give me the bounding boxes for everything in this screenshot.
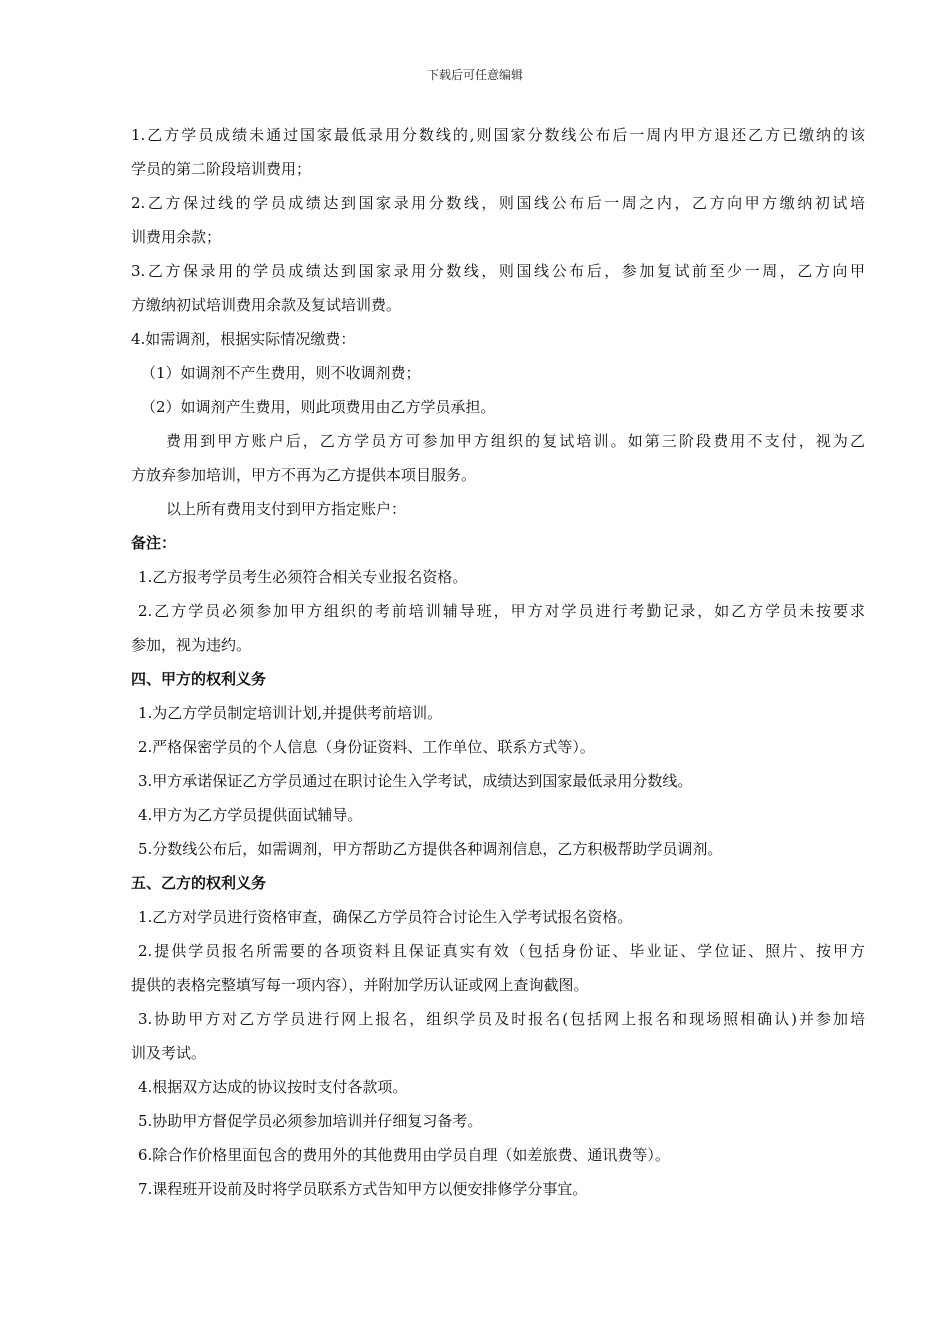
text-line: 3.乙方保录用的学员成绩达到国家录用分数线，则国线公布后，参加复试前至少一周，乙方向甲 <box>131 262 865 280</box>
text-line: 1.乙方学员成绩未通过国家最低录用分数线的,则国家分数线公布后一周内甲方退还乙方已缴纳的该 <box>131 126 865 144</box>
text-line: 参加，视为违约。 <box>131 636 252 654</box>
text-line: 训及考试。 <box>131 1044 207 1062</box>
text-line: 训费用余款； <box>131 228 222 246</box>
section-heading: 四、甲方的权利义务 <box>131 670 267 688</box>
text-line: （1）如调剂不产生费用，则不收调剂费； <box>141 364 421 382</box>
text-line: 学员的第二阶段培训费用； <box>131 160 312 178</box>
page-header: 下载后可任意编辑 <box>426 68 523 82</box>
text-line: （2）如调剂产生费用，则此项费用由乙方学员承担。 <box>141 398 496 416</box>
text-line: 1.为乙方学员制定培训计划,并提供考前培训。 <box>138 704 443 722</box>
text-line: 1.乙方报考学员考生必须符合相关专业报名资格。 <box>138 568 468 586</box>
text-line: 3.甲方承诺保证乙方学员通过在职讨论生入学考试，成绩达到国家最低录用分数线。 <box>138 772 693 790</box>
text-line: 5.分数线公布后，如需调剂，甲方帮助乙方提供各种调剂信息，乙方积极帮助学员调剂。 <box>138 840 723 858</box>
text-line: 方放弃参加培训，甲方不再为乙方提供本项目服务。 <box>131 466 477 484</box>
text-line: 1.乙方对学员进行资格审查，确保乙方学员符合讨论生入学考试报名资格。 <box>138 908 633 926</box>
text-line: 7.课程班开设前及时将学员联系方式告知甲方以便安排修学分事宜。 <box>138 1180 588 1198</box>
text-line: 4.根据双方达成的协议按时支付各款项。 <box>138 1078 408 1096</box>
text-line: 6.除合作价格里面包含的费用外的其他费用由学员自理（如差旅费、通讯费等）。 <box>138 1146 670 1164</box>
text-line: 4.甲方为乙方学员提供面试辅导。 <box>138 806 363 824</box>
section-heading: 备注： <box>131 534 177 552</box>
text-line: 4.如需调剂，根据实际情况缴费： <box>131 330 356 348</box>
text-line: 2.严格保密学员的个人信息（身份证资料、工作单位、联系方式等）。 <box>138 738 595 756</box>
section-heading: 五、乙方的权利义务 <box>131 874 267 892</box>
document-body <box>131 118 865 1206</box>
text-line: 2.提供学员报名所需要的各项资料且保证真实有效（包括身份证、毕业证、学位证、照片、按甲方 <box>138 942 865 960</box>
text-line: 3.协助甲方对乙方学员进行网上报名，组织学员及时报名(包括网上报名和现场照相确认)并参加培 <box>138 1010 865 1028</box>
text-line: 以上所有费用支付到甲方指定账户： <box>166 500 407 518</box>
text-line: 方缴纳初试培训费用余款及复试培训费。 <box>131 296 402 314</box>
text-line: 费用到甲方账户后，乙方学员方可参加甲方组织的复试培训。如第三阶段费用不支付，视为乙 <box>166 432 865 450</box>
text-line: 2.乙方学员必须参加甲方组织的考前培训辅导班，甲方对学员进行考勤记录，如乙方学员未按要求 <box>138 602 865 620</box>
text-line: 提供的表格完整填写每一项内容），并附加学历认证或网上查询截图。 <box>131 976 589 994</box>
text-line: 2.乙方保过线的学员成绩达到国家录用分数线，则国线公布后一周之内，乙方向甲方缴纳初试培 <box>131 194 865 212</box>
text-line: 5.协助甲方督促学员必须参加培训并仔细复习备考。 <box>138 1112 483 1130</box>
